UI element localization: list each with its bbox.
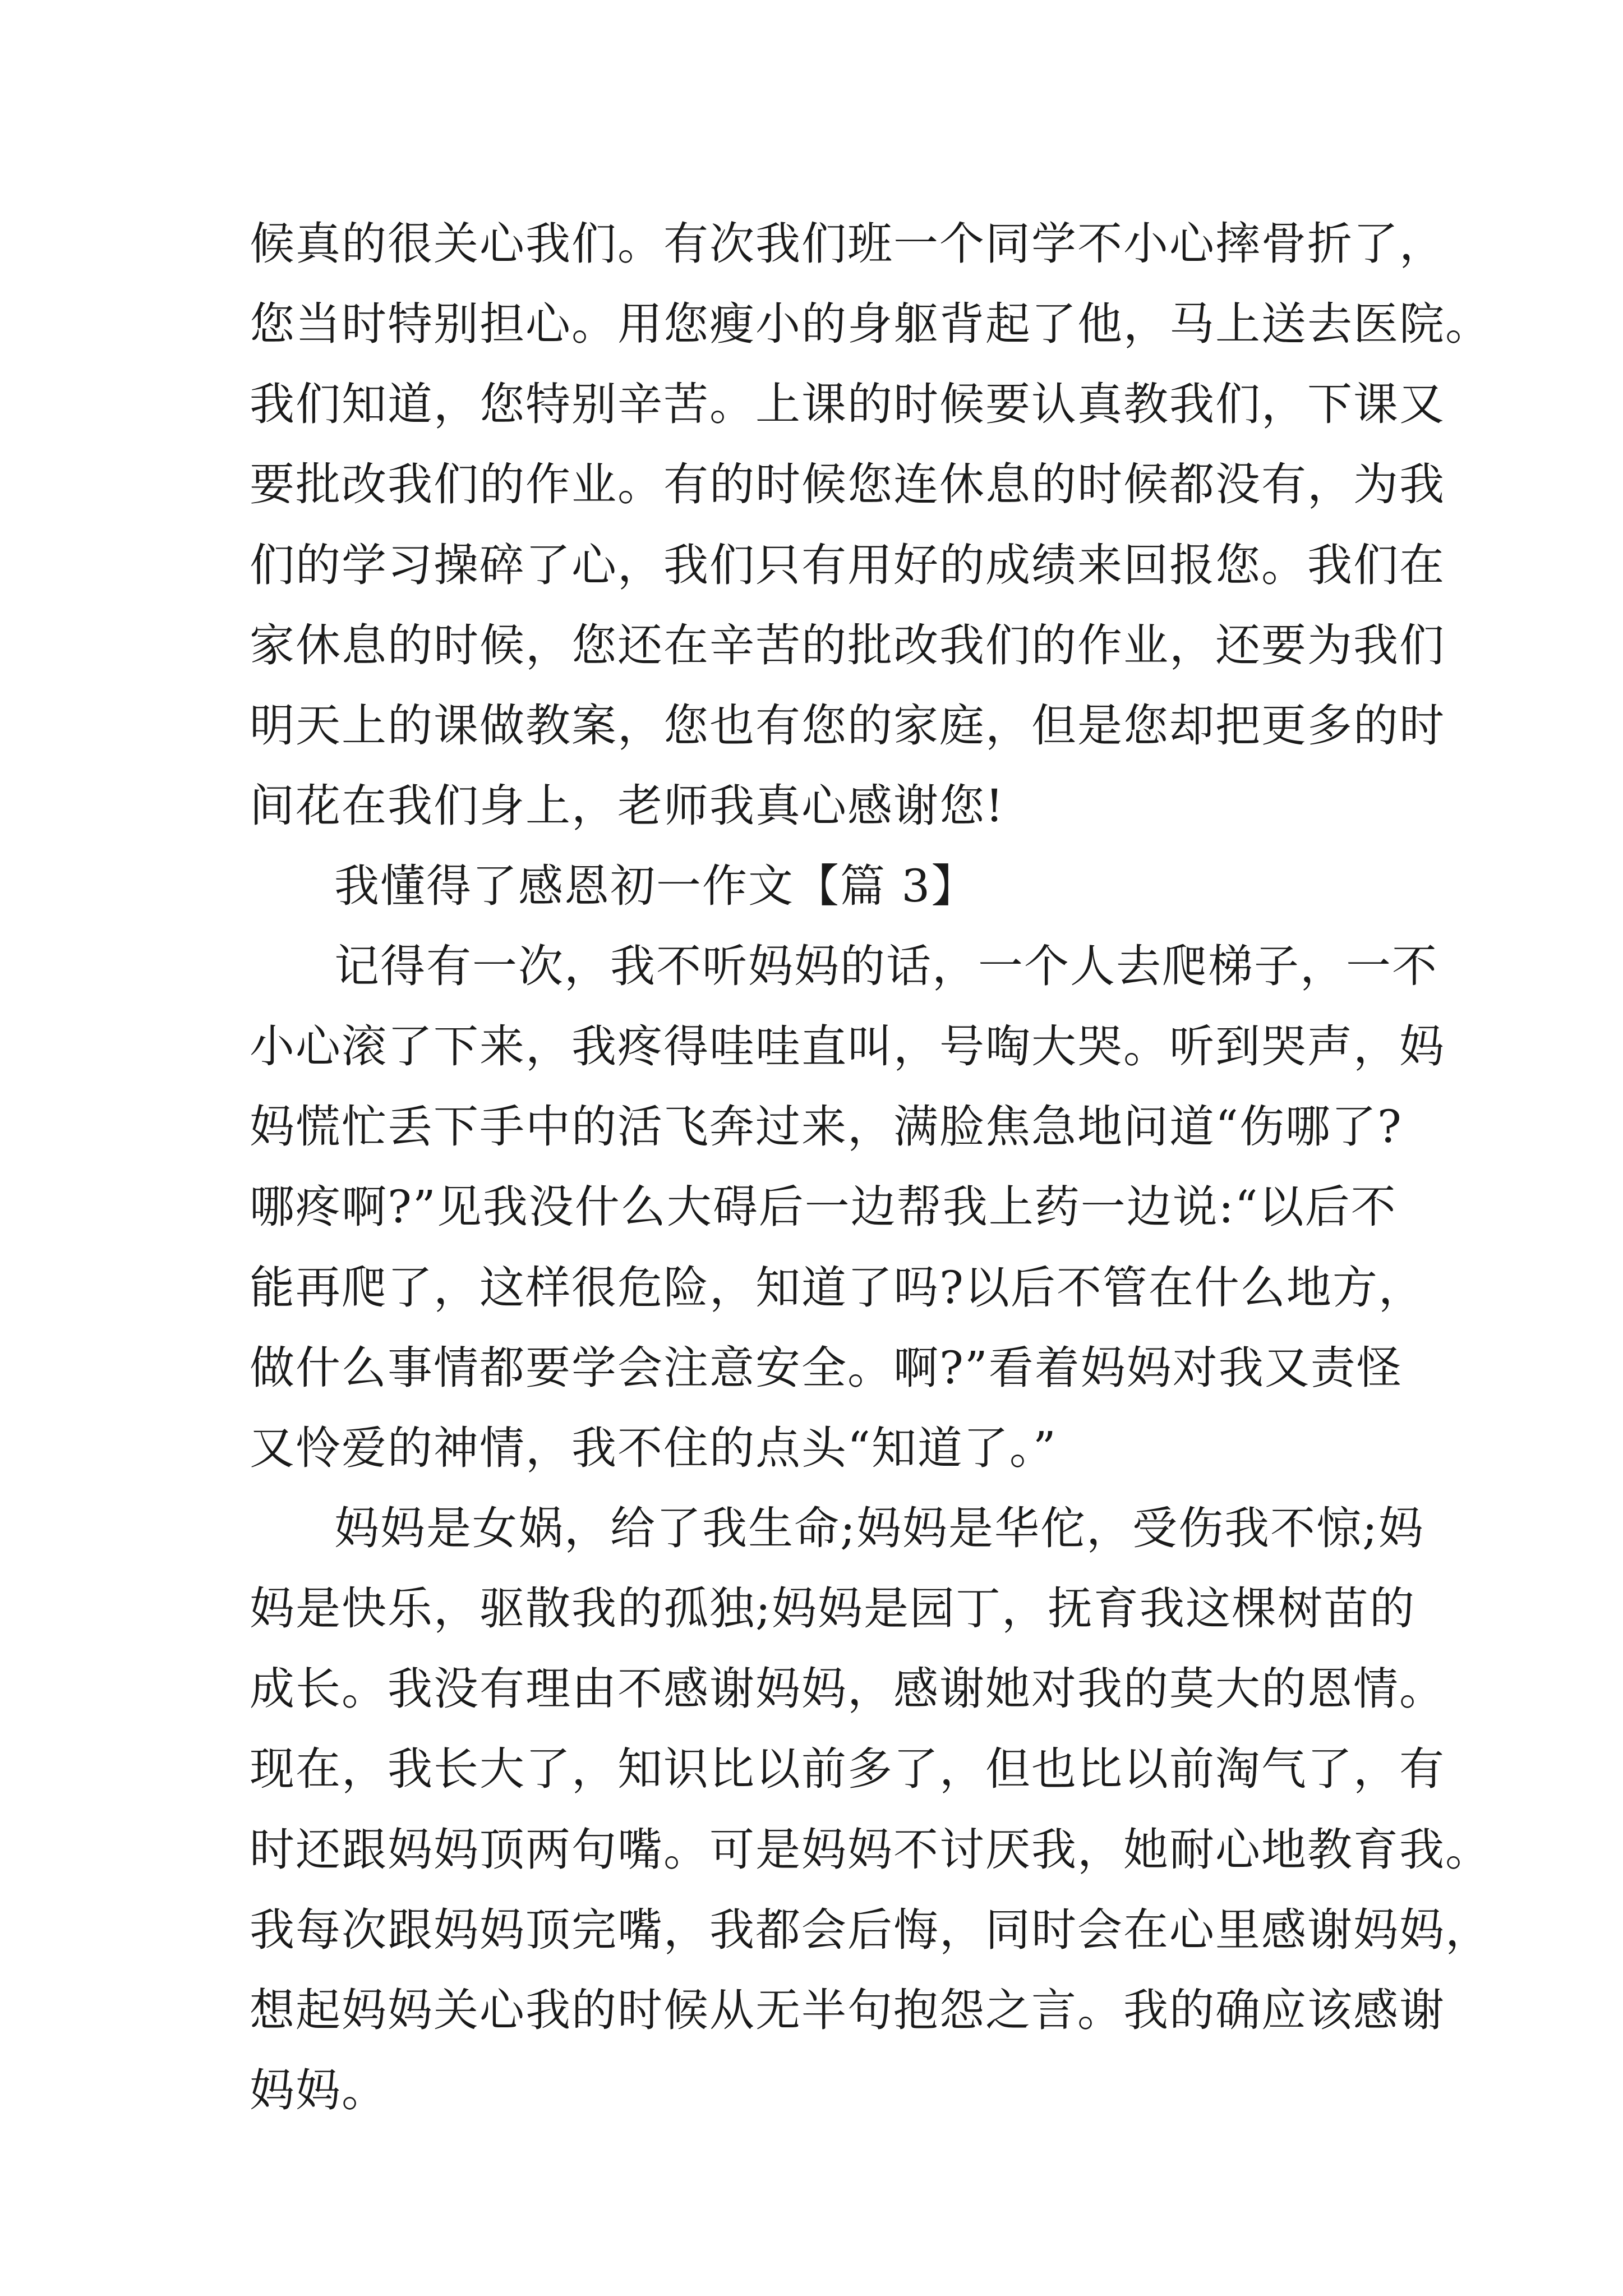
text-line: 我们知道，您特别辛苦。上课的时候要认真教我们，下课又	[250, 378, 1445, 430]
text-line: 妈妈。	[250, 2064, 388, 2116]
text-line: 间花在我们身上，老师我真心感谢您!	[250, 780, 1005, 832]
text-line: 小心滚了下来，我疼得哇哇直叫，号啕大哭。听到哭声，妈	[250, 1020, 1445, 1073]
text-line: 能再爬了，这样很危险，知道了吗?以后不管在什么地方，	[250, 1262, 1424, 1314]
text-line: 想起妈妈关心我的时候从无半句抱怨之言。我的确应该感谢	[250, 1984, 1445, 2036]
section-heading: 我懂得了感恩初一作文【篇 3】	[334, 860, 978, 912]
text-line: 明天上的课做教案，您也有您的家庭，但是您却把更多的时	[250, 700, 1445, 752]
text-line: 记得有一次，我不听妈妈的话，一个人去爬梯子，一不	[334, 940, 1438, 992]
text-line: 现在，我长大了，知识比以前多了，但也比以前淘气了，有	[250, 1743, 1445, 1795]
text-line: 做什么事情都要学会注意安全。啊?”看着妈妈对我又责怪	[250, 1342, 1403, 1394]
text-line: 您当时特别担心。用您瘦小的身躯背起了他，马上送去医院。	[250, 298, 1491, 350]
text-line: 候真的很关心我们。有次我们班一个同学不小心摔骨折了，	[250, 218, 1445, 270]
text-line: 要批改我们的作业。有的时候您连休息的时候都没有，为我	[250, 458, 1445, 510]
text-line: 妈是快乐，驱散我的孤独;妈妈是园丁，抚育我这棵树苗的	[250, 1582, 1415, 1635]
text-line: 成长。我没有理由不感谢妈妈，感谢她对我的莫大的恩情。	[250, 1663, 1445, 1715]
text-line: 我每次跟妈妈顶完嘴，我都会后悔，同时会在心里感谢妈妈，	[250, 1904, 1491, 1956]
text-line: 妈慌忙丢下手中的活飞奔过来，满脸焦急地问道“伤哪了?	[250, 1101, 1403, 1153]
text-line: 哪疼啊?”见我没什么大碍后一边帮我上药一边说:“以后不	[250, 1181, 1397, 1233]
text-line: 时还跟妈妈顶两句嘴。可是妈妈不讨厌我，她耐心地教育我。	[250, 1824, 1491, 1876]
text-line: 又怜爱的神情，我不住的点头“知道了。”	[250, 1422, 1057, 1474]
text-line: 们的学习操碎了心，我们只有用好的成绩来回报您。我们在	[250, 539, 1445, 591]
text-line: 家休息的时候，您还在辛苦的批改我们的作业，还要为我们	[250, 619, 1445, 671]
text-line: 妈妈是女娲，给了我生命;妈妈是华佗，受伤我不惊;妈	[334, 1502, 1424, 1554]
